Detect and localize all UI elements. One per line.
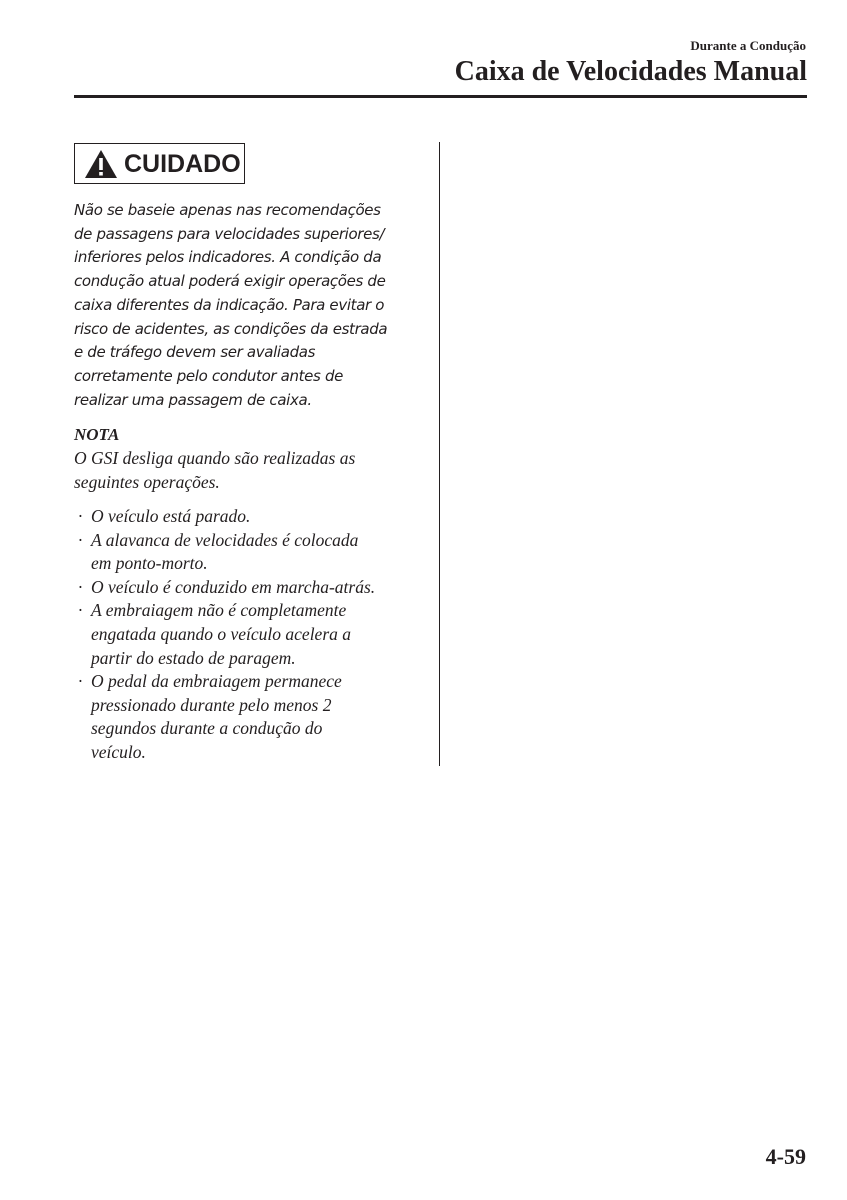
caution-line: corretamente pelo condutor antes de xyxy=(74,366,343,385)
bullet-mark: · xyxy=(78,529,83,550)
list-item-text xyxy=(91,576,428,600)
list-item xyxy=(78,505,428,529)
list-item-line: O veículo é conduzido em marcha-atrás. xyxy=(91,576,376,597)
column-divider xyxy=(439,142,440,766)
caution-line: realizar uma passagem de caixa. xyxy=(74,390,312,409)
list-item-line: engatada quando o veículo acelera a xyxy=(91,623,352,644)
caution-line: Não se baseie apenas nas recomendações xyxy=(74,201,381,219)
caution-text xyxy=(74,199,424,412)
caution-box xyxy=(74,143,245,184)
caution-line: condução atual poderá exigir operações de xyxy=(74,272,386,291)
list-item-line: O veículo está parado. xyxy=(91,506,251,526)
list-item-text xyxy=(91,670,428,764)
list-item-line: A alavanca de velocidades é colocada xyxy=(91,529,359,550)
section-label: Durante a Condução xyxy=(690,38,806,53)
list-item-line: em ponto-morto. xyxy=(91,553,208,574)
list-item-line: veículo. xyxy=(91,741,146,762)
list-item xyxy=(78,529,428,576)
list-item-line: pressionado durante pelo menos 2 xyxy=(91,694,332,715)
list-item-line: A embraiagem não é completamente xyxy=(91,600,347,621)
note-bullet-list xyxy=(78,505,428,765)
list-item-line: partir do estado de paragem. xyxy=(91,647,296,668)
caution-line: risco de acidentes, as condições da estrada xyxy=(74,319,388,338)
page-number: 4-59 xyxy=(765,1144,806,1169)
bullet-mark: · xyxy=(78,506,83,526)
note-heading: NOTA xyxy=(74,425,120,444)
list-item xyxy=(78,576,428,600)
warning-icon xyxy=(84,149,118,179)
list-item-text xyxy=(91,505,428,529)
caution-line: de passagens para velocidades superiores/ xyxy=(74,224,385,243)
note-intro-line: seguintes operações. xyxy=(74,471,220,492)
caution-line: e de tráfego devem ser avaliadas xyxy=(74,343,316,362)
caution-line: inferiores pelos indicadores. A condição da xyxy=(74,248,382,267)
bullet-mark: · xyxy=(78,576,83,597)
caution-title: CUIDADO xyxy=(124,149,241,178)
header-rule xyxy=(74,95,807,98)
list-item xyxy=(78,670,428,764)
bullet-mark: · xyxy=(78,671,83,692)
bullet-mark: · xyxy=(78,600,83,621)
list-item xyxy=(78,599,428,670)
caution-line: caixa diferentes da indicação. Para evitar o xyxy=(74,295,385,314)
list-item-text xyxy=(91,599,428,670)
list-item-text xyxy=(91,529,428,576)
note-intro xyxy=(74,447,424,494)
list-item-line: O pedal da embraiagem permanece xyxy=(91,671,342,692)
note-intro-line: O GSI desliga quando são realizadas as xyxy=(74,448,356,468)
page-title: Caixa de Velocidades Manual xyxy=(454,56,807,87)
list-item-line: segundos durante a condução do xyxy=(91,718,323,739)
